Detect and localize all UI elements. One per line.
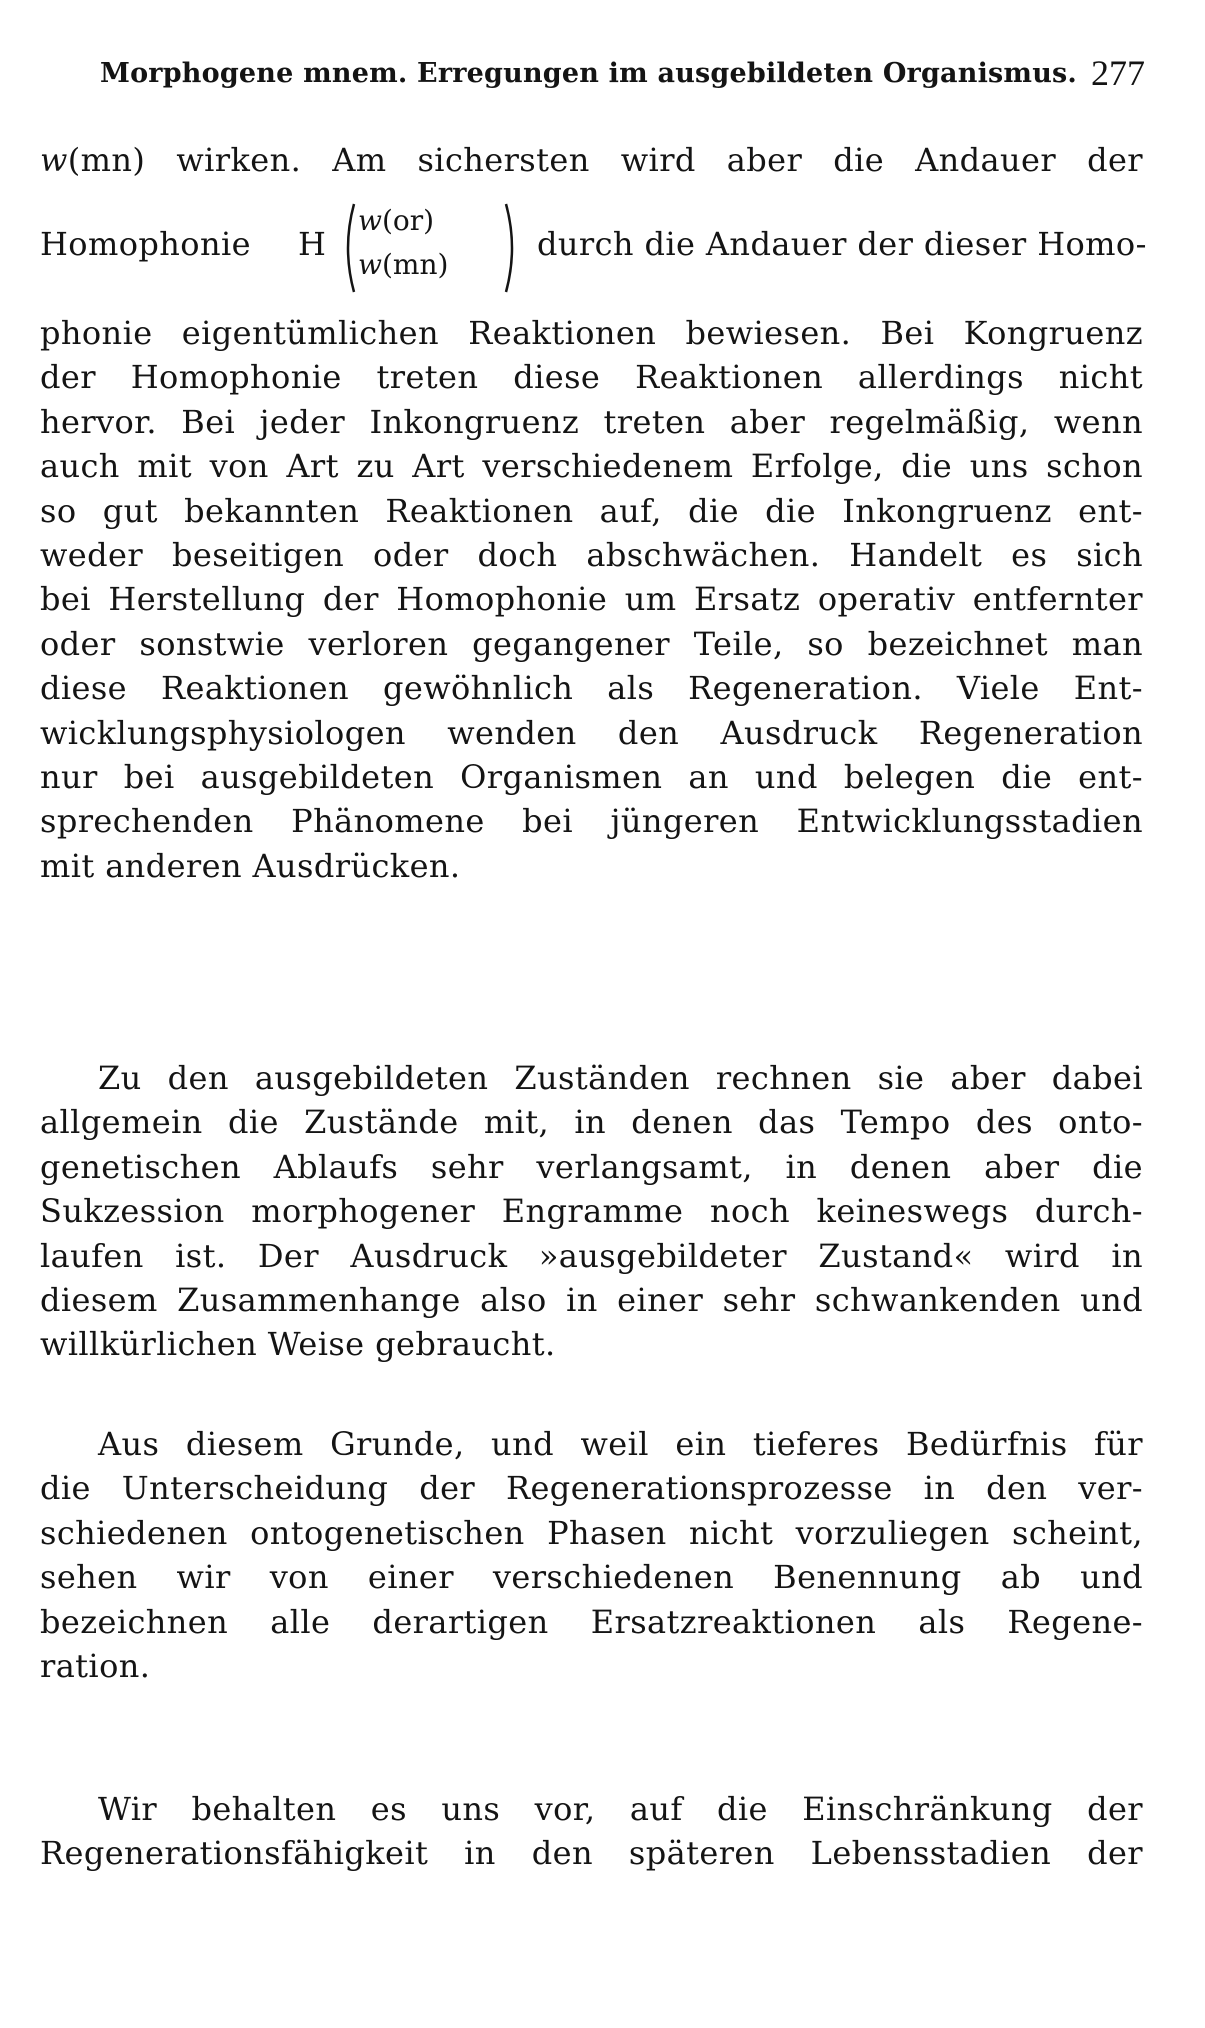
- text-line: Sukzession morphogener Engramme noch keineswegs durch-: [40, 1192, 1143, 1231]
- text-line: Aus diesem Grunde, und weil ein tieferes Bedürfnis für: [98, 1425, 1143, 1463]
- text-line: genetischen Ablaufs sehr verlangsamt, in denen aber die: [40, 1147, 1143, 1186]
- text-line: wicklungsphysiologen wenden den Ausdruck Regeneration: [40, 713, 1143, 752]
- text-line: bei Herstellung der Homophonie um Ersatz operativ entfernter: [40, 580, 1143, 619]
- text-line: laufen ist. Der Ausdruck »ausgebildeter Zustand« wird in: [40, 1236, 1143, 1275]
- text-line: [40, 140, 1143, 180]
- text-line: schiedenen ontogenetischen Phasen nicht vorzuliegen scheint,: [40, 1513, 1143, 1552]
- header-title: Morphogene mnem. Erregungen im ausgebildeten Organismus.: [100, 58, 1078, 89]
- text-line: die Unterscheidung der Regenerationsprozesse in den ver-: [40, 1469, 1143, 1508]
- text-line: diese Reaktionen gewöhnlich als Regeneration. Viele Ent-: [40, 669, 1143, 708]
- text-line: diesem Zusammenhange also in einer sehr schwankenden und: [40, 1281, 1143, 1319]
- text-line: Zu den ausgebildeten Zuständen rechnen sie aber dabei: [98, 1059, 1143, 1097]
- text-line: sprechenden Phänomene bei jüngeren Entwicklungsstadien: [40, 802, 1143, 841]
- text-line: hervor. Bei jeder Inkongruenz treten aber regelmäßig, wenn: [40, 402, 1143, 441]
- homophony-formula: [340, 198, 520, 298]
- text-line: Wir behalten es uns vor, auf die Einschränkung der: [98, 1790, 1143, 1828]
- text-line: phonie eigentümlichen Reaktionen bewiesen. Bei Kongruenz: [40, 314, 1143, 352]
- text-line: oder sonstwie verloren gegangener Teile, so bezeichnet man: [40, 624, 1143, 663]
- text-line: so gut bekannten Reaktionen auf, die die Inkongruenz ent-: [40, 491, 1143, 530]
- formula-numerator: w(or): [358, 204, 435, 237]
- formula-line: [40, 198, 1147, 298]
- formula-H: H: [298, 225, 326, 263]
- text-line: auch mit von Art zu Art verschiedenem Erfolge, die uns schon: [40, 447, 1143, 486]
- text-line: der Homophonie treten diese Reaktionen allerdings nicht: [40, 358, 1143, 397]
- text-line: nur bei ausgebildeten Organismen an und belegen die ent-: [40, 758, 1143, 796]
- text-line: Regenerationsfähigkeit in den späteren Lebensstadien der: [40, 1834, 1143, 1873]
- text-line: ration.: [40, 1647, 151, 1685]
- text-line: weder beseitigen oder doch abschwächen. Handelt es sich: [40, 536, 1143, 574]
- line-end-text: durch die Andauer der dieser Homo-: [537, 225, 1147, 263]
- text-line: bezeichnen alle derartigen Ersatzreaktionen als Regene-: [40, 1602, 1143, 1641]
- formula-denominator: w(mn): [358, 248, 449, 281]
- line-start-text: Homophonie: [40, 225, 251, 263]
- page-number: 277: [1091, 53, 1145, 93]
- text-line: willkürlichen Weise gebraucht.: [40, 1325, 556, 1364]
- text-line: sehen wir von einer verschiedenen Benennung ab und: [40, 1558, 1143, 1597]
- line-text: (mn) wirken. Am sichersten wird aber die Andauer der: [67, 141, 1143, 179]
- text-line: mit anderen Ausdrücken.: [40, 846, 461, 885]
- variable-w: w: [40, 141, 68, 179]
- running-header: [100, 52, 1145, 102]
- text-line: allgemein die Zustände mit, in denen das Tempo des onto-: [40, 1103, 1143, 1142]
